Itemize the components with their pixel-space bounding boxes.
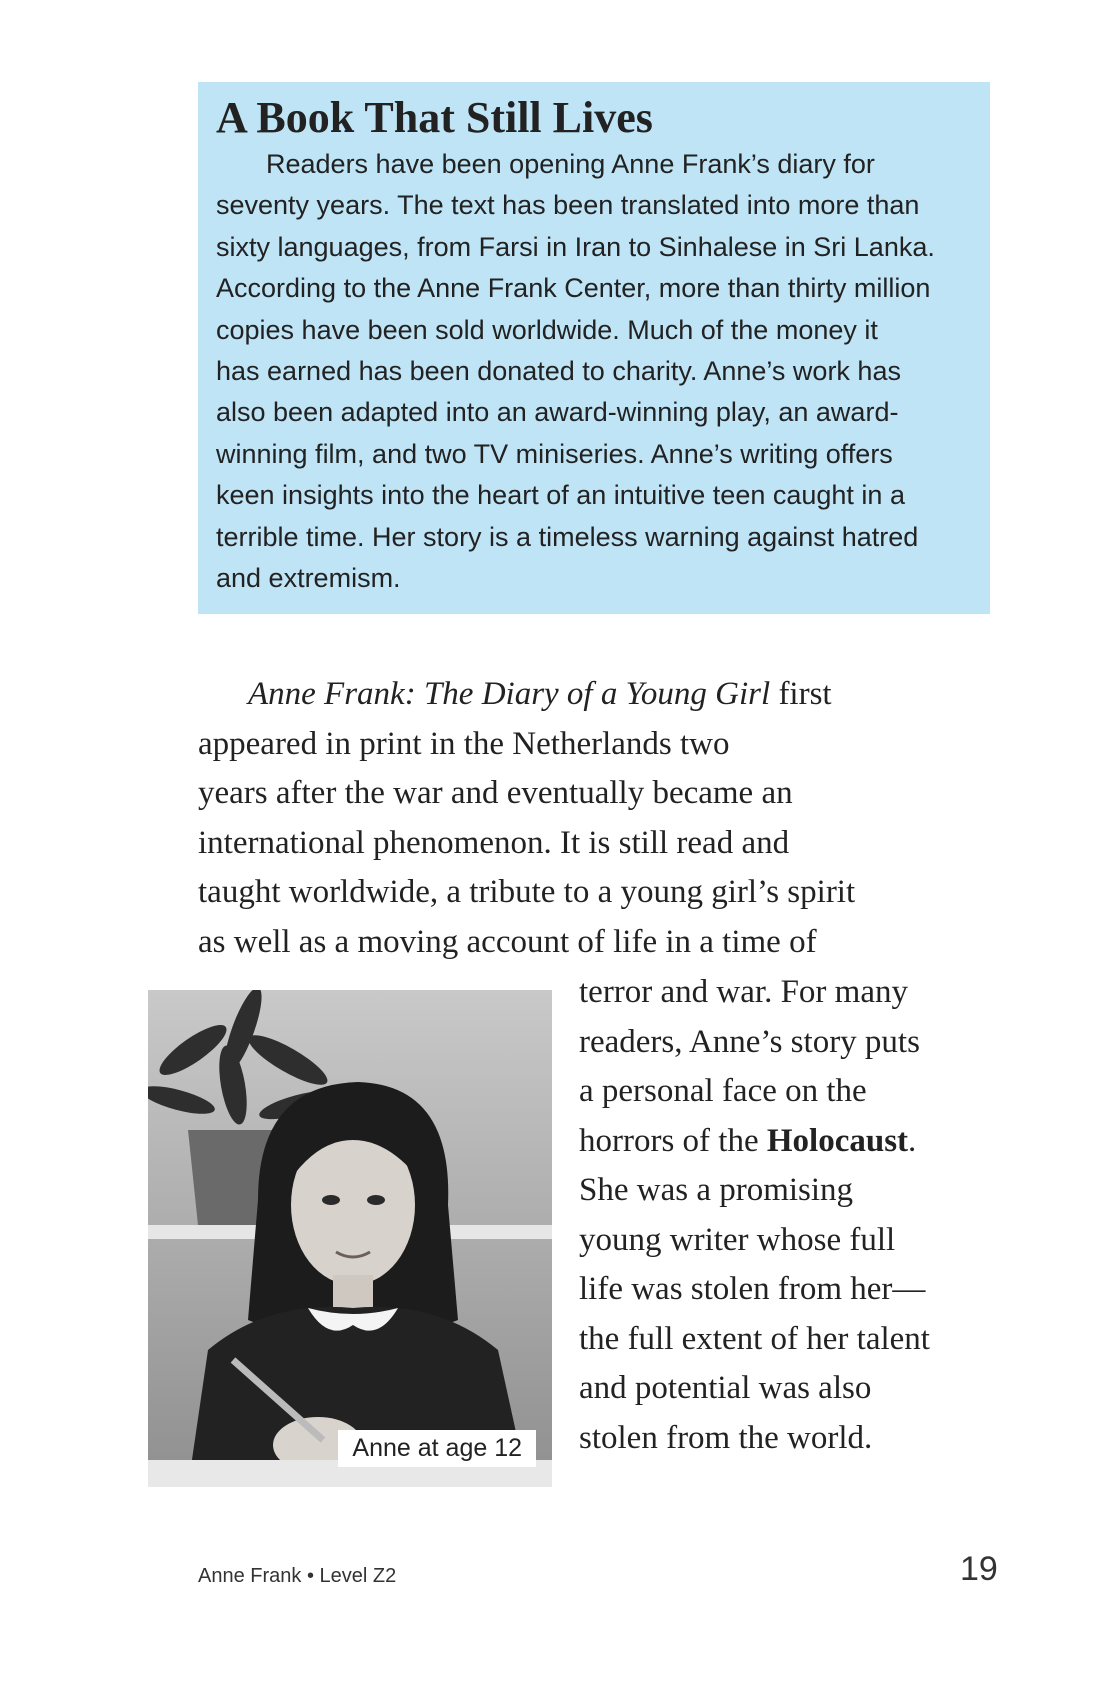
footer-book-level: Anne Frank • Level Z2 [198, 1565, 397, 1587]
sidebar-line: According to the Anne Frank Center, more than thirty million [216, 273, 931, 304]
sidebar-line: keen insights into the heart of an intuitive teen caught in a [216, 480, 905, 511]
holocaust-glossary-term: Holocaust [766, 1122, 909, 1159]
sidebar-line: also been adapted into an award-winning play, an award- [216, 397, 899, 428]
main-paragraph-right [579, 968, 930, 1463]
sidebar-line: terrible time. Her story is a timeless warning against hatred [216, 521, 919, 552]
anne-frank-photo [148, 990, 552, 1487]
paragraph-line: international phenomenon. It is still read and [198, 824, 790, 861]
paragraph-line: young writer whose full [579, 1221, 896, 1258]
paragraph-line: stolen from the world. [579, 1419, 873, 1456]
paragraph-line: and potential was also [579, 1370, 872, 1406]
sidebar-line: winning film, and two TV miniseries. Anne’s writing offers [216, 438, 893, 469]
main-paragraph-upper [198, 670, 855, 967]
portrait-illustration [148, 990, 552, 1487]
sidebar-box [198, 82, 990, 614]
page-number: 19 [960, 1550, 998, 1588]
holocaust-suffix: . [908, 1122, 917, 1159]
sidebar-line: Readers have been opening Anne Frank’s diary for [266, 149, 875, 179]
sidebar-line: copies have been sold worldwide. Much of the money it [216, 314, 878, 345]
paragraph-line: appeared in print in the Netherlands two [198, 725, 730, 762]
paragraph-line: the full extent of her talent [579, 1320, 930, 1357]
paragraph-line: years after the war and eventually became an [198, 775, 793, 811]
sidebar-line: sixty languages, from Farsi in Iran to Sinhalese in Sri Lanka. [216, 231, 935, 262]
paragraph-line: a personal face on the [579, 1073, 867, 1109]
photo-caption: Anne at age 12 [338, 1430, 536, 1467]
paragraph-line: She was a promising [579, 1172, 854, 1208]
sidebar-line: seventy years. The text has been translated into more than [216, 190, 920, 221]
sidebar-line: has earned has been donated to charity. Anne’s work has [216, 356, 901, 387]
sidebar-title: A Book That Still Lives [216, 93, 653, 142]
holocaust-line [579, 1117, 930, 1167]
book-title: Anne Frank: The Diary of a Young Girl [248, 676, 771, 712]
paragraph-line: as well as a moving account of life in a time of [198, 923, 817, 960]
paragraph-line: terror and war. For many [579, 974, 908, 1010]
paragraph-first-line [198, 670, 855, 720]
first-line-rest: first [770, 676, 832, 712]
sidebar-line: and extremism. [216, 563, 401, 594]
holocaust-prefix: horrors of the [579, 1122, 767, 1159]
paragraph-line: readers, Anne’s story puts [579, 1023, 920, 1060]
paragraph-line: taught worldwide, a tribute to a young girl’s spirit [198, 874, 856, 910]
paragraph-line: life was stolen from her— [579, 1271, 926, 1307]
